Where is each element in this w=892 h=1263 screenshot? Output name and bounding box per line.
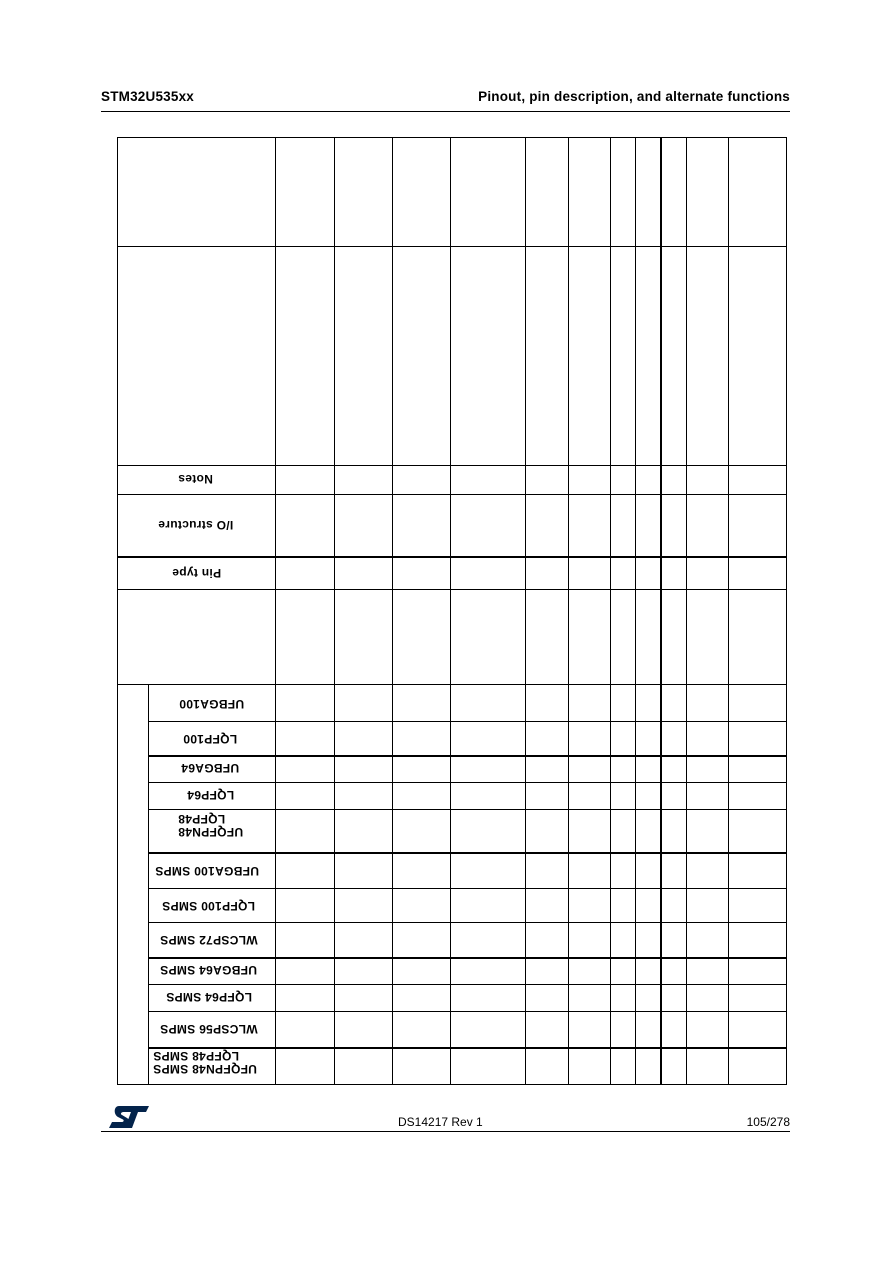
table-col-border (148, 684, 149, 1084)
package-label: UFBGA64 (181, 761, 240, 775)
table-col-border (660, 137, 662, 1084)
table-row-border (148, 957, 787, 959)
package-label: UFQFPN48 LQFP48 (178, 812, 244, 839)
table-row-border (148, 721, 787, 722)
package-label: LQFP100 (183, 732, 238, 746)
table-col-border (728, 137, 729, 1084)
package-label: UFBGA100 (179, 697, 245, 711)
io-structure-label: I/O structure (158, 518, 234, 532)
page-number: 105/278 (746, 1115, 790, 1129)
package-label: WLCSP56 SMPS (160, 1022, 258, 1036)
package-label: LQFP100 SMPS (162, 899, 255, 913)
table-row-border (148, 782, 787, 783)
package-label: UFBGA64 SMPS (160, 963, 257, 977)
table-col-border (610, 137, 611, 1084)
table-row-border (148, 1011, 787, 1012)
table-left-border (117, 137, 118, 1084)
pin-type-label: Pin type (172, 566, 222, 580)
table-col-border (334, 137, 335, 1084)
table-col-border (686, 137, 687, 1084)
notes-label: Notes (178, 472, 213, 486)
table-col-border (392, 137, 393, 1084)
table-col-border (568, 137, 569, 1084)
package-label: LQFP64 (187, 788, 235, 802)
st-logo-icon (107, 1104, 151, 1130)
table-col-border (525, 137, 526, 1084)
table-row-border (148, 984, 787, 985)
document-reference: DS14217 Rev 1 (398, 1115, 483, 1129)
table-row-border (148, 888, 787, 889)
table-row-border (148, 852, 787, 854)
table-row-border (148, 922, 787, 923)
table-col-border (275, 137, 276, 1084)
package-label: LQFP64 SMPS (166, 990, 252, 1004)
document-title: STM32U535xx (101, 89, 195, 104)
table-col-border (450, 137, 451, 1084)
table-row-border (148, 755, 787, 757)
package-label: UFBGA100 SMPS (155, 864, 259, 878)
package-label: WLCSP72 SMPS (160, 933, 258, 947)
table-right-border (786, 137, 787, 1084)
table-bottom-border (117, 1084, 787, 1085)
section-title: Pinout, pin description, and alternate functions (478, 89, 790, 104)
package-label: UFQFPN48 SMPS LQFP48 SMPS (153, 1049, 257, 1076)
table-row-border (148, 809, 787, 810)
footer-rule (101, 1131, 790, 1132)
table-col-border (635, 137, 636, 1084)
